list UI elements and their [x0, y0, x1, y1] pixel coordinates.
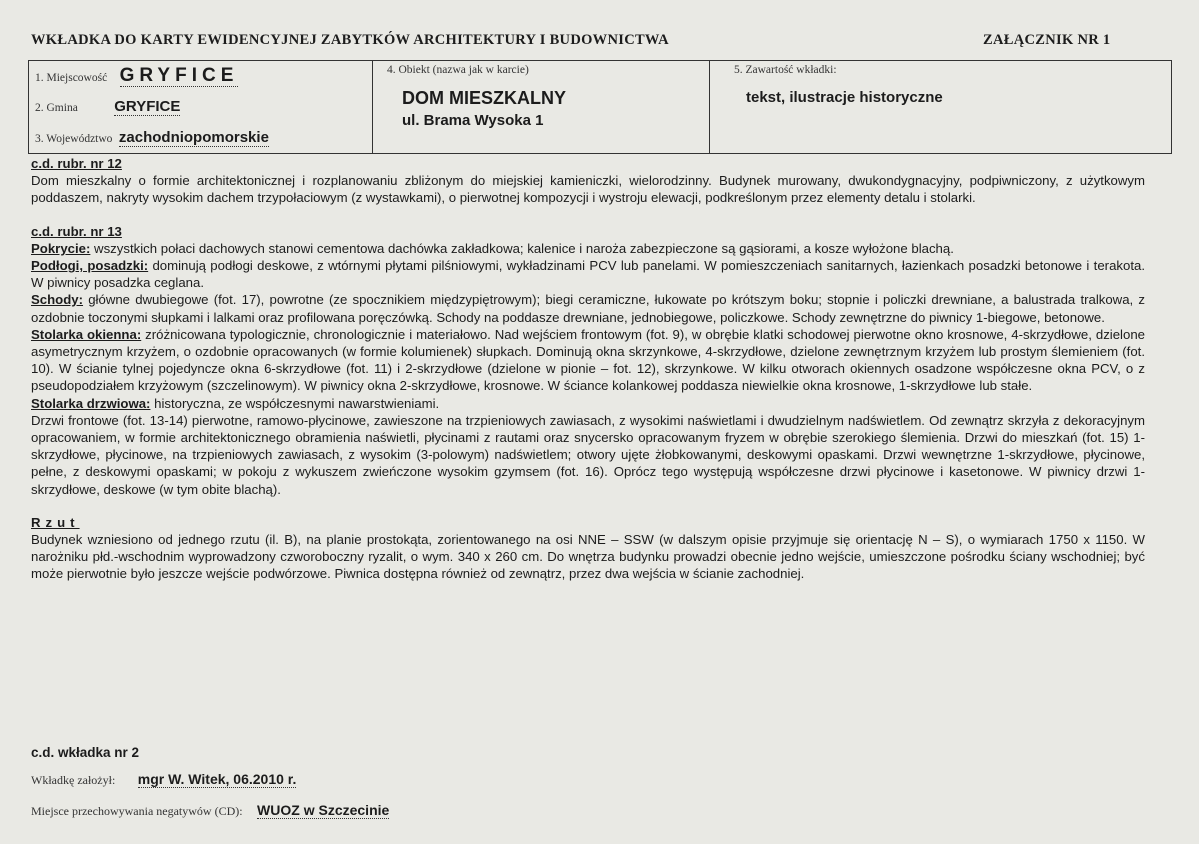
- stairs-label: Schody:: [31, 292, 84, 308]
- roof-text: wszystkich połaci dachowych stanowi cementowa dachówka zakładkowa; kalenice i naroża zabezpieczone są gąsiorami, a kosze wyłożone blachą.: [90, 240, 954, 256]
- object-box: [372, 61, 710, 153]
- rubric-13-heading: c.d. rubr. nr 13: [31, 223, 122, 239]
- object-street: ul. Brama Wysoka 1: [402, 112, 544, 129]
- roof-paragraph: [31, 240, 1145, 257]
- annex-number: ZAŁĄCZNIK NR 1: [983, 32, 1111, 48]
- contents-label: 5. Zawartość wkładki:: [734, 64, 837, 76]
- author-label: Wkładkę założył:: [31, 773, 116, 787]
- rubric-12-text: Dom mieszkalny o formie architektonicznej i rozplanowaniu zbliżonym do miejskiej kamieniczki, wielorodzinny. Budynek murowany, dwukondygnacyjny, podpiwniczony, z użytkowym poddaszem, nakryty wysokim dachem trzypołaciowym (z wystawkami), o pierwotnej kompozycji i wystroju elewacji, podkreślonym przez elementy detalu i stolarki.: [31, 173, 1145, 206]
- locality-value: GRYFICE: [119, 65, 239, 86]
- floors-text: dominują podłogi deskowe, z wtórnymi płytami pilśniowymi, wykładzinami PCV lub panelami. W pomieszczeniach sanitarnych, łazienkach posadzki betonowe i terakota. W piwnicy posadzka ceglana.: [31, 258, 1145, 291]
- storage-value: WUOZ w Szczecinie: [257, 802, 390, 818]
- object-label: 4. Obiekt (nazwa jak w karcie): [387, 64, 529, 76]
- windows-paragraph: [31, 326, 1145, 395]
- doors-text: historyczna, ze współczesnymi nawarstwieniami.: [150, 395, 440, 411]
- doors-paragraph: [31, 395, 1145, 412]
- rzut-text: Budynek wzniesiono od jednego rzutu (il. B), na planie prostokąta, zorientowanego na osi NNE – SSW (w dalszym opisie przyjmuje się orientację N – S), o wymiarach 1750 x 1150. W narożniku płd.-wschodnim wyprowadzony czworoboczny ryzalit, o wym. 340 x 260 cm. Do wnętrza budynku prowadzi obecnie jedno wejście, umieszczone pośrodku ściany wschodniej; być może pierwotnie było jeszcze wejście podwórzowe. Piwnica dostępna również od zewnątrz, przez dwa wejścia w ścianie zachodniej.: [31, 532, 1145, 582]
- voivodeship-value: zachodniopomorskie: [118, 129, 269, 146]
- contents-value: tekst, ilustracje historyczne: [746, 89, 943, 106]
- floors-label: Podłogi, posadzki:: [31, 258, 149, 274]
- stairs-paragraph: [31, 291, 1145, 325]
- location-box: [29, 61, 372, 153]
- rubric-12-heading: c.d. rubr. nr 12: [31, 156, 122, 171]
- rzut-heading: Rzut: [31, 514, 80, 530]
- contents-box: [709, 61, 1171, 153]
- voivodeship-label: 3. Województwo: [35, 133, 113, 145]
- document-title: WKŁADKA DO KARTY EWIDENCYJNEJ ZABYTKÓW ARCHITEKTURY I BUDOWNICTWA: [31, 32, 669, 48]
- doors-detail: Drzwi frontowe (fot. 13-14) pierwotne, ramowo-płycinowe, zawieszone na trzpieniowych zawiasach, z wysokimi naświetlami i dwudzielnym nadświetlem. Od zewnątrz skrzyła z dekoracyjnym opracowaniem, w formie architektonicznego obramienia naświetli, płycinami z rautami oraz snycersko opracowanym fryzem w obrębie szerokiego ślemienia. Drzwi do mieszkań (fot. 15) 1-skrzydłowe, płycinowe, na trzpieniowych zawiasach, z wysokim (3-polowym) nadświetlem; otwory ujęte żłobkowanymi, deskowymi opaskami. Drzwi wewnętrzne 1-skrzydłowe, płycinowe, pełne, z deskowymi opaskami; w pokoju z wykuszem zwieńczone wysokim gzymsem (fot. 16). Oprócz tego występują współczesne drzwi płycinowe i kasetonowe. W piwnicy drzwi 1-skrzydłowe, deskowe (w tym obite blachą).: [31, 412, 1145, 497]
- gmina-field: [35, 98, 180, 116]
- document-body: [31, 155, 1145, 583]
- storage-label: Miejsce przechowywania negatywów (CD):: [31, 804, 243, 818]
- floors-paragraph: [31, 257, 1145, 291]
- roof-label: Pokrycie:: [31, 240, 91, 256]
- locality-field: [35, 65, 238, 87]
- identification-boxes: [28, 60, 1172, 154]
- gmina-label: 2. Gmina: [35, 102, 78, 114]
- windows-label: Stolarka okienna:: [31, 326, 142, 342]
- author-value: mgr W. Witek, 06.2010 r.: [137, 771, 297, 787]
- stairs-text: główne dwubiegowe (fot. 17), powrotne (ze spocznikiem międzypiętrowym); biegi ceramiczne, łukowate po krótszym boku; stopnie i policzki drewniane, a balustrada tralkowa, z ozdobnie toczonymi słupkami i lalkami oraz profilowana poręczówką. Schody na poddasze drewniane, jednobiegowe, policzkowe. Schody zewnętrzne do piwnicy 1-biegowe, betonowe.: [31, 292, 1145, 325]
- continuation-note: c.d. wkładka nr 2: [31, 745, 140, 760]
- windows-text: zróżnicowana typologicznie, chronologicznie i materiałowo. Nad wejściem frontowym (fot. 9), w obrębie klatki schodowej pierwotne okno krosnowe, 4-skrzydłowe, dzielone asymetrycznym krzyżem, o ozdobnie opracowanych (w formie kolumienek) słupkach. Dominują okna skrzynkowe, 4-skrzydłowe, dzielone zewnętrznym krzyżem lub prostym ślemieniem (fot. 10). W ścianie tylnej pojedyncze okna 6-skrzydłowe (fot. 11) i 2-skrzydłowe (dzielone w pionie – fot. 12), skrzynkowe. W kilku otworach okiennych osadzone współczesne okna PCV, o z pseudopodziałem krzyżowym (szczelinowym). W piwnicy okna 2-skrzydłowe, krosnowe. W ściance kolankowej poddasza niewielkie okna krosnowe, 1-skrzydłowe lub stałe.: [31, 326, 1145, 394]
- voivodeship-field: [35, 129, 269, 147]
- storage-line: [31, 802, 389, 820]
- locality-label: 1. Miejscowość: [35, 72, 108, 84]
- doors-label: Stolarka drzwiowa:: [31, 395, 151, 411]
- gmina-value: GRYFICE: [114, 98, 181, 115]
- author-line: [31, 771, 296, 789]
- object-name: DOM MIESZKALNY: [402, 88, 566, 108]
